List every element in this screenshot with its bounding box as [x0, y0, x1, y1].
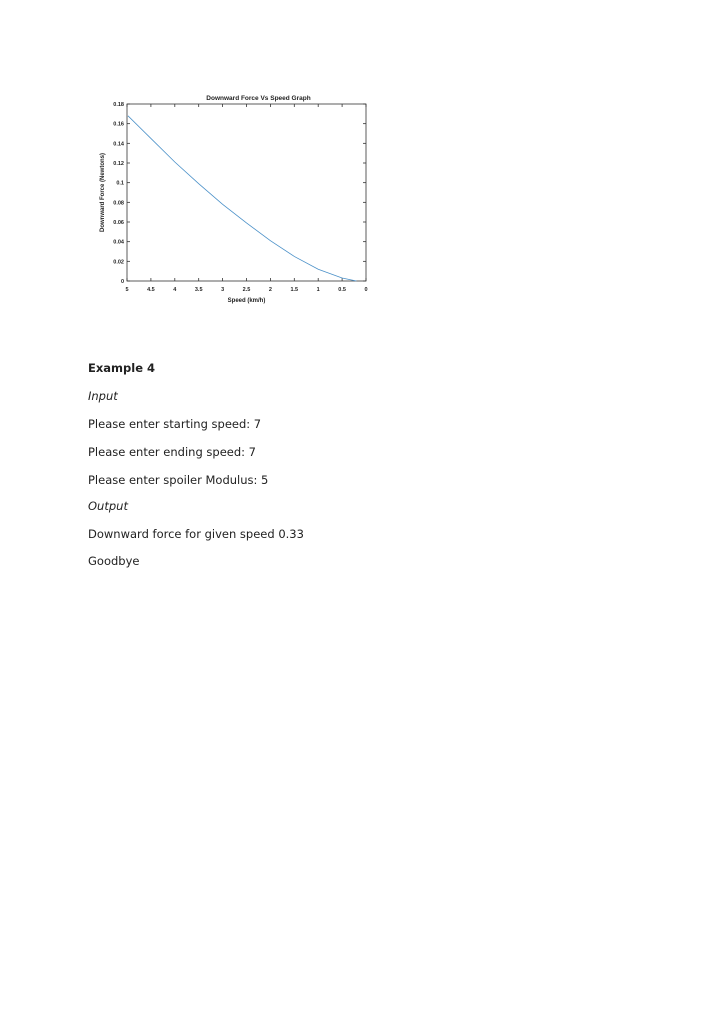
plot-frame	[127, 104, 366, 281]
y-tick-label: 0.02	[113, 259, 124, 266]
downward-force-result-line: Downward force for given speed 0.33	[88, 527, 304, 541]
x-tick-label: 1	[316, 287, 320, 293]
force-series-line	[128, 116, 356, 281]
x-tick-label: 2	[268, 287, 272, 293]
starting-speed-line: Please enter starting speed: 7	[88, 417, 262, 431]
example-heading: Example 4	[88, 361, 155, 375]
y-tick-label: 0.08	[113, 200, 124, 207]
ending-speed-line: Please enter ending speed: 7	[88, 445, 256, 459]
x-axis-label: Speed (km/h)	[227, 298, 266, 304]
x-tick-label: 1.5	[290, 287, 299, 293]
input-label: Input	[88, 389, 118, 403]
y-tick-label: 0.18	[113, 102, 124, 108]
x-tick-label: 0.5	[338, 287, 346, 293]
downward-force-chart	[90, 88, 380, 310]
x-tick-label: 0	[364, 287, 368, 293]
y-tick-label: 0	[120, 279, 124, 285]
x-tick-label: 3.5	[194, 287, 203, 293]
goodbye-line: Goodbye	[88, 554, 140, 568]
x-tick-label: 2.5	[242, 287, 251, 293]
chart-title: Downward Force Vs Speed Graph	[206, 95, 311, 102]
y-tick-label: 0.12	[113, 161, 124, 167]
y-tick-label: 0.14	[113, 141, 124, 148]
x-tick-label: 4.5	[147, 287, 155, 293]
y-tick-label: 0.16	[113, 121, 124, 128]
output-label: Output	[88, 499, 128, 513]
y-tick-label: 0.1	[116, 180, 124, 187]
y-tick-label: 0.04	[113, 239, 124, 246]
x-tick-label: 4	[173, 287, 177, 293]
x-tick-label: 5	[125, 287, 129, 293]
y-axis-label: Downward Force (Newtons)	[100, 152, 106, 233]
spoiler-modulus-line: Please enter spoiler Modulus: 5	[88, 473, 269, 487]
y-tick-label: 0.06	[113, 220, 124, 226]
x-tick-label: 3	[221, 287, 225, 293]
